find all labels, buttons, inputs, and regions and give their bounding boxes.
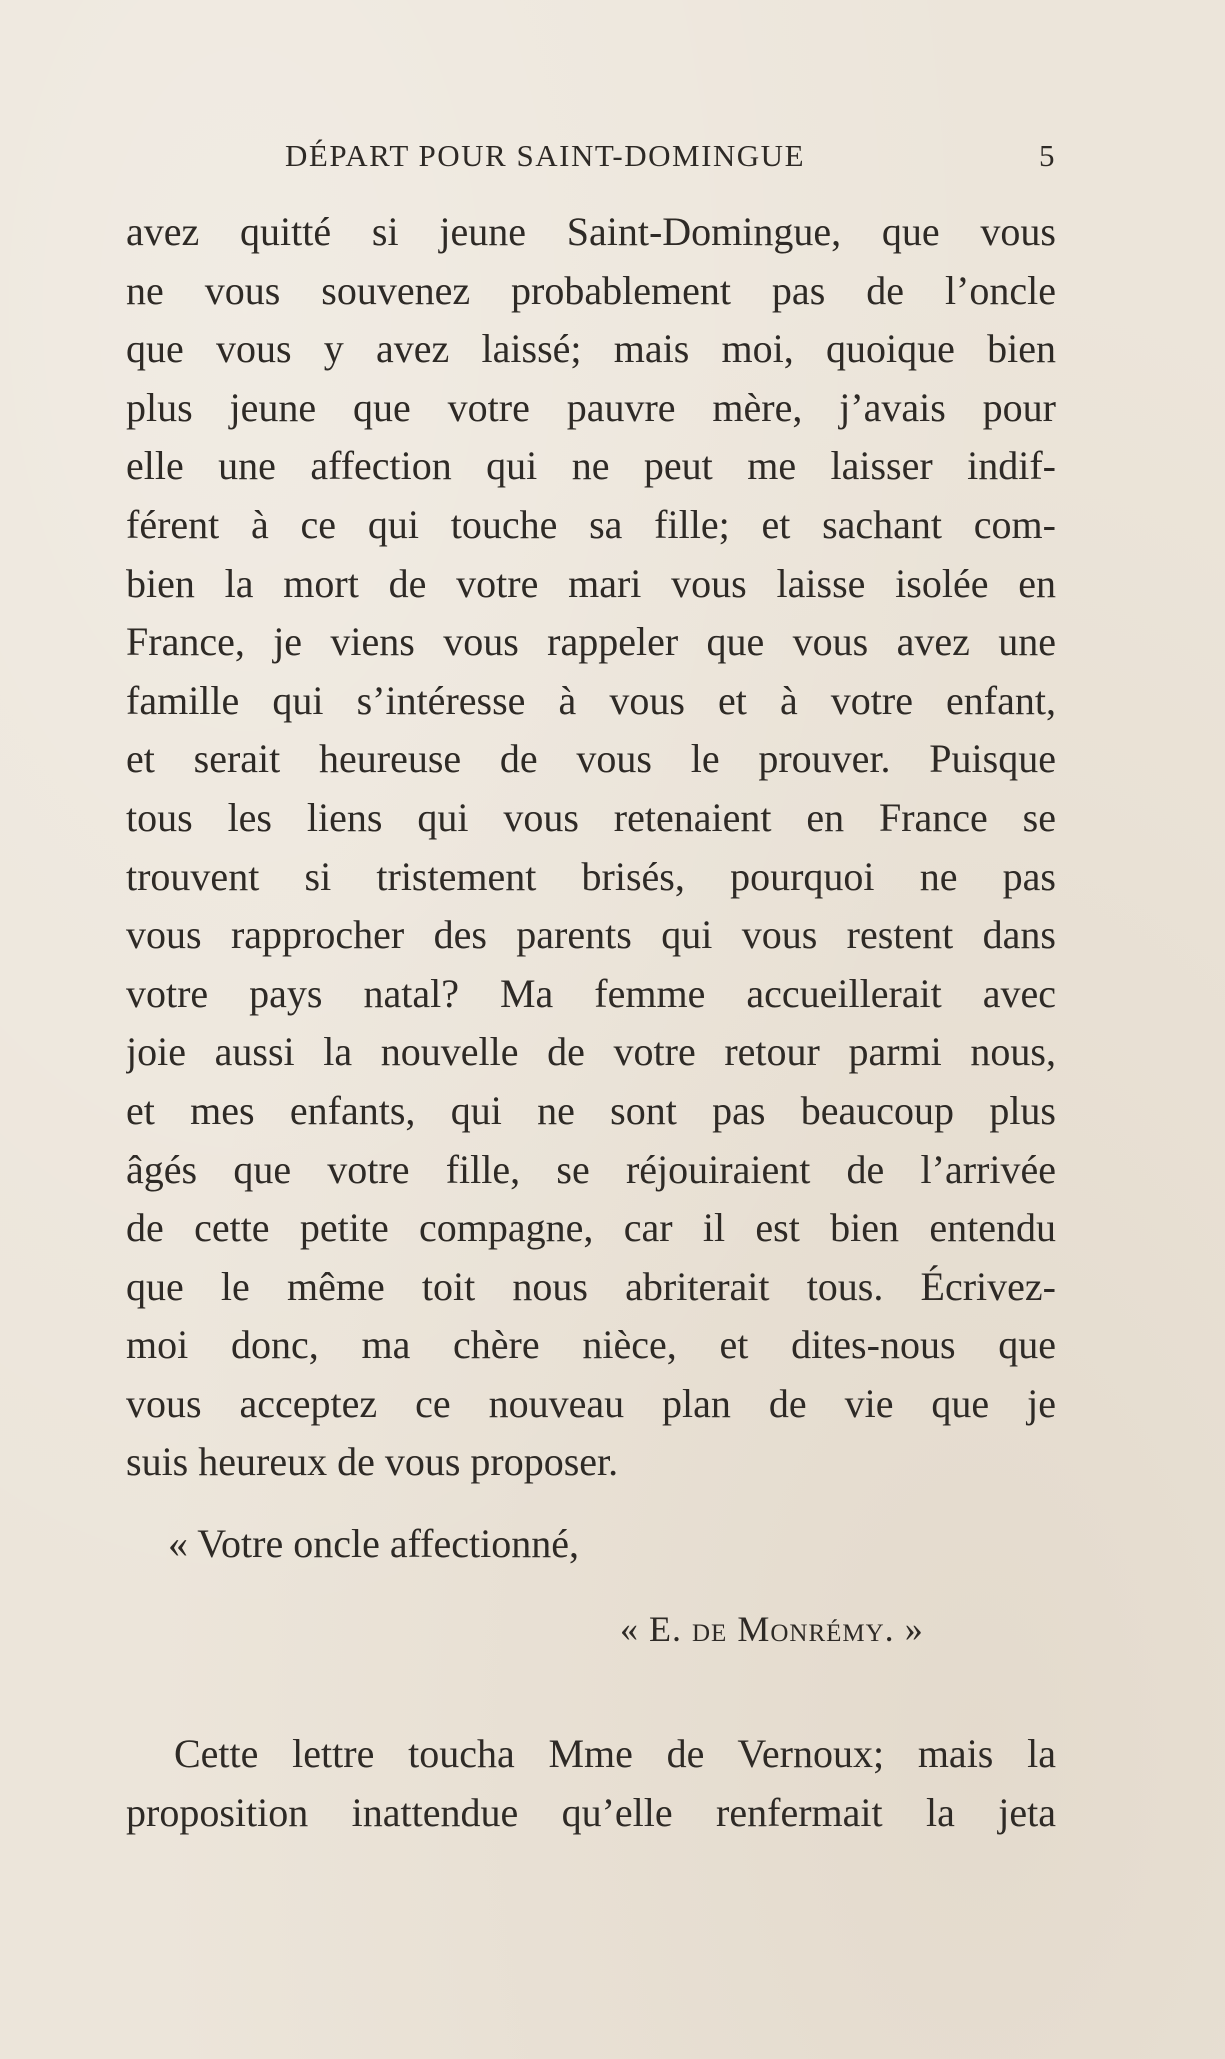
- signature-open: « E.: [620, 1609, 682, 1649]
- text-line: proposition inattendue qu’elle renfermait la jeta: [126, 1789, 1056, 1835]
- text-line: de cette petite compagne, car il est bien entendu: [126, 1205, 1056, 1251]
- text-line: joie aussi la nouvelle de votre retour parmi nous,: [126, 1029, 1056, 1075]
- text-line-last: suis heureux de vous proposer.: [126, 1439, 619, 1485]
- text-line: et serait heureuse de vous le prouver. Puisque: [126, 736, 1056, 782]
- text-line: âgés que votre fille, se réjouiraient de l’arrivée: [126, 1146, 1056, 1192]
- text-line: elle une affection qui ne peut me laisser indif-: [126, 443, 1056, 489]
- text-line: et mes enfants, qui ne sont pas beaucoup plus: [126, 1087, 1056, 1133]
- letter-signature: [620, 1608, 924, 1650]
- text-line: bien la mort de votre mari vous laisse isolée en: [126, 560, 1056, 606]
- page-number: 5: [1039, 138, 1056, 173]
- text-line: avez quitté si jeune Saint-Domingue, que vous: [126, 209, 1056, 254]
- text-line: France, je viens vous rappeler que vous avez une: [126, 619, 1056, 665]
- text-line: votre pays natal? Ma femme accueillerait avec: [126, 970, 1056, 1016]
- text-line: vous acceptez ce nouveau plan de vie que je: [126, 1380, 1056, 1426]
- signature-particle: de: [692, 1609, 728, 1649]
- signature-name: Monrémy.: [737, 1609, 895, 1649]
- signature-close: »: [904, 1609, 924, 1649]
- text-line: moi donc, ma chère nièce, et dites-nous que: [126, 1322, 1056, 1368]
- text-line: férent à ce qui touche sa fille; et sachant com-: [126, 501, 1056, 547]
- text-line: Cette lettre toucha Mme de Vernoux; mais la: [174, 1731, 1056, 1776]
- text-line: vous rapprocher des parents qui vous restent dans: [126, 912, 1056, 958]
- text-line: tous les liens qui vous retenaient en France se: [126, 794, 1056, 840]
- text-line: ne vous souvenez probablement pas de l’oncle: [126, 267, 1056, 313]
- letter-body: [126, 203, 1056, 1492]
- text-line: plus jeune que votre pauvre mère, j’avais pour: [126, 384, 1056, 430]
- letter-closing: « Votre oncle affectionné,: [168, 1521, 579, 1566]
- text-line: que le même toit nous abriterait tous. Écrivez-: [126, 1263, 1056, 1309]
- running-title: DÉPART POUR SAINT-DOMINGUE: [285, 138, 805, 173]
- text-line: trouvent si tristement brisés, pourquoi ne pas: [126, 853, 1056, 899]
- running-head: [126, 138, 1056, 188]
- text-line: que vous y avez laissé; mais moi, quoique bien: [126, 326, 1056, 372]
- narrative-paragraph: [126, 1725, 1056, 1842]
- text-line: famille qui s’intéresse à vous et à votre enfant,: [126, 677, 1056, 723]
